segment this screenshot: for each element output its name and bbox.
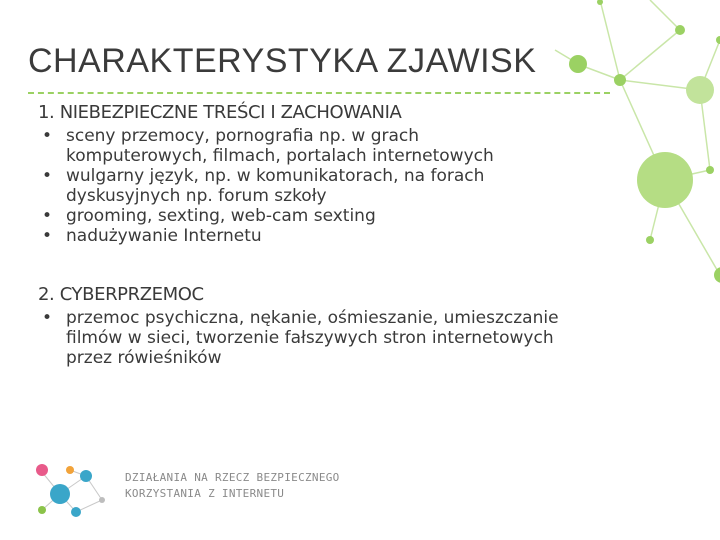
list-item-line: komputerowych, filmach, portalach internetowych (66, 146, 494, 166)
section1-list (38, 126, 648, 246)
list-item-line: • nadużywanie Internetu (66, 226, 262, 246)
list-item-line: • grooming, sexting, web-cam sexting (66, 206, 376, 226)
list-item (38, 126, 648, 166)
section2-heading: 2. CYBERPRZEMOC (38, 284, 204, 305)
list-item-line: filmów w sieci, tworzenie fałszywych stron internetowych (66, 328, 554, 348)
logo-caption-line: KORZYSTANIA Z INTERNETU (125, 487, 285, 500)
logo-caption (125, 470, 340, 502)
section2-list (38, 308, 648, 368)
list-item-line: dyskusyjnych np. forum szkoły (66, 186, 327, 206)
list-item-line: • sceny przemocy, pornografia np. w grach (66, 126, 420, 146)
section1-heading: 1. NIEBEZPIECZNE TREŚCI I ZACHOWANIA (38, 102, 402, 123)
list-item-line: • przemoc psychiczna, nękanie, ośmieszanie, umieszczanie (66, 308, 559, 328)
list-item (38, 166, 648, 206)
logo-caption-line: DZIAŁANIA NA RZECZ BEZPIECZNEGO (125, 471, 340, 484)
slide-title: CHARAKTERYSTYKA ZJAWISK (28, 42, 537, 80)
slide-content (38, 100, 648, 368)
list-item (38, 226, 648, 246)
list-item (38, 308, 648, 368)
list-item-line: • wulgarny język, np. w komunikatorach, na forach (66, 166, 485, 186)
title-divider (28, 92, 610, 94)
list-item-line: przez rówieśników (66, 348, 222, 368)
list-item (38, 206, 648, 226)
